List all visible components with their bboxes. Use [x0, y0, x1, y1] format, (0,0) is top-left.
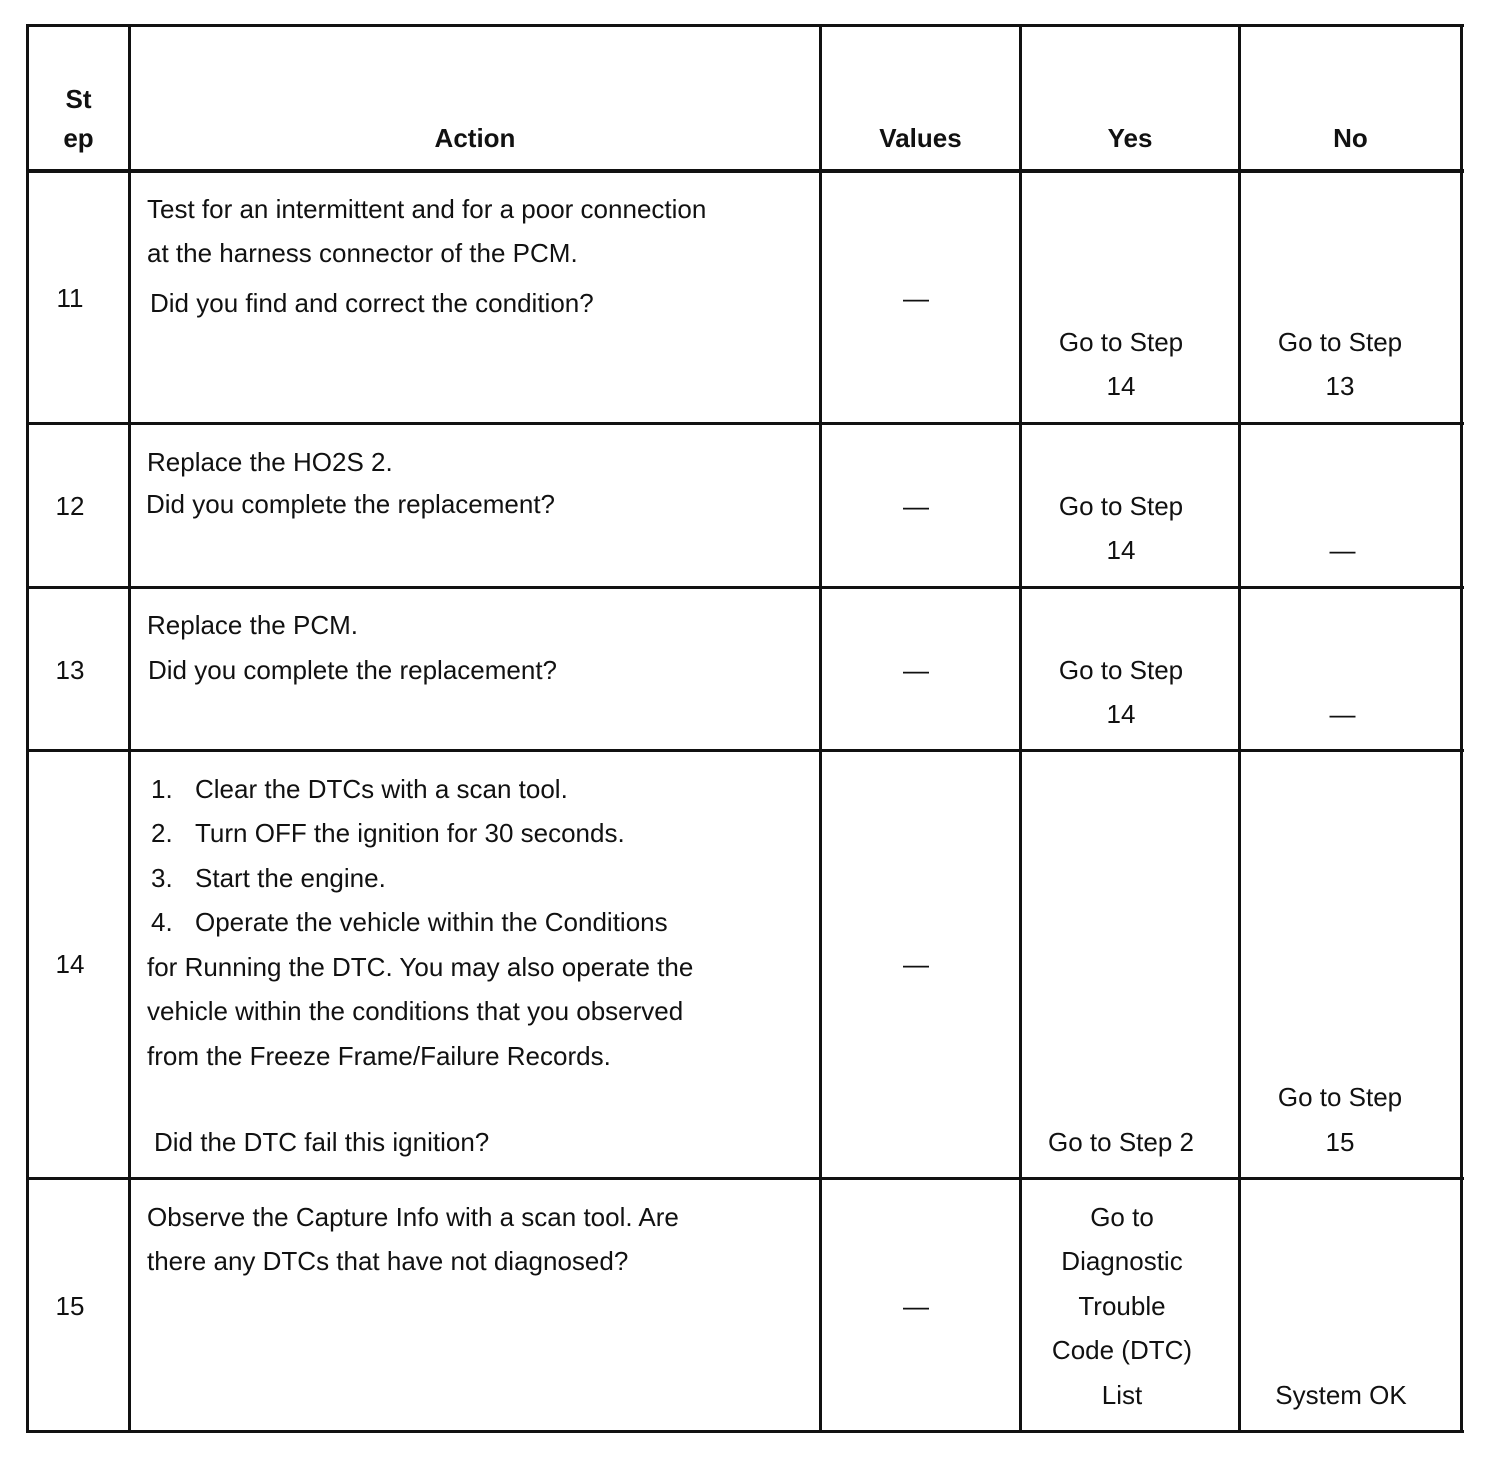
- action-text: there any DTCs that have not diagnosed?: [147, 1246, 629, 1276]
- action-question: Did you complete the replacement?: [146, 489, 556, 519]
- yes-result: Go to: [1090, 1202, 1154, 1232]
- action-text: from the Freeze Frame/Failure Records.: [147, 1041, 611, 1071]
- step-number: 13: [55, 655, 85, 685]
- table-border-left: [26, 24, 29, 1433]
- action-text: Observe the Capture Info with a scan tool. Are: [147, 1202, 679, 1232]
- yes-result: 14: [1106, 699, 1136, 729]
- yes-result: Go to Step: [1058, 327, 1184, 357]
- yes-result: Go to Step: [1058, 655, 1184, 685]
- list-item: Clear the DTCs with a scan tool.: [195, 774, 568, 804]
- row-divider: [26, 422, 1464, 425]
- column-divider: [819, 24, 822, 1433]
- row-divider: [26, 586, 1464, 589]
- action-text: for Running the DTC. You may also operate the: [147, 952, 694, 982]
- action-question: Did you complete the replacement?: [148, 655, 558, 685]
- step-number: 11: [56, 283, 84, 313]
- row-divider: [26, 1177, 1464, 1180]
- list-item: Turn OFF the ignition for 30 seconds.: [195, 818, 625, 848]
- action-text: at the harness connector of the PCM.: [147, 238, 578, 268]
- action-question: Did you find and correct the condition?: [150, 288, 594, 318]
- step-number: 14: [55, 949, 85, 979]
- list-number: 2.: [151, 818, 173, 848]
- table-border-right: [1460, 24, 1463, 1433]
- yes-result: 14: [1106, 371, 1136, 401]
- list-number: 3.: [151, 863, 173, 893]
- yes-result: Trouble: [1078, 1291, 1166, 1321]
- no-result: 13: [1325, 371, 1355, 401]
- row-divider: [26, 749, 1464, 752]
- values-dash: —: [903, 655, 929, 685]
- list-number: 4.: [151, 907, 173, 937]
- values-dash: —: [903, 1291, 929, 1321]
- header-step-line1: St: [65, 84, 92, 114]
- step-number: 12: [55, 491, 85, 521]
- yes-result: Go to Step 2: [1048, 1127, 1194, 1157]
- action-question: Did the DTC fail this ignition?: [154, 1127, 490, 1157]
- header-step-line2: ep: [63, 123, 94, 153]
- header-divider: [26, 169, 1464, 173]
- list-item: Start the engine.: [195, 863, 386, 893]
- no-result: 15: [1325, 1127, 1355, 1157]
- action-text: Replace the HO2S 2.: [147, 447, 393, 477]
- header-action: Action: [434, 123, 516, 153]
- list-item: Operate the vehicle within the Conditions: [195, 907, 668, 937]
- values-dash: —: [903, 491, 929, 521]
- table-border-bottom: [26, 1430, 1464, 1433]
- no-result: Go to Step: [1277, 1082, 1403, 1112]
- action-text: vehicle within the conditions that you observed: [147, 996, 684, 1026]
- header-no: No: [1333, 123, 1368, 153]
- list-number: 1.: [151, 774, 173, 804]
- values-dash: —: [903, 283, 929, 313]
- action-text: Replace the PCM.: [147, 610, 358, 640]
- action-text: Test for an intermittent and for a poor connection: [147, 194, 707, 224]
- values-dash: —: [903, 949, 929, 979]
- yes-result: 14: [1106, 535, 1136, 565]
- header-yes: Yes: [1107, 123, 1153, 153]
- table-border-top: [26, 24, 1464, 27]
- no-result: —: [1329, 535, 1356, 565]
- yes-result: Code (DTC): [1051, 1335, 1193, 1365]
- no-result: System OK: [1275, 1380, 1407, 1410]
- no-result: —: [1329, 699, 1356, 729]
- step-number: 15: [55, 1291, 85, 1321]
- header-values: Values: [879, 123, 962, 153]
- no-result: Go to Step: [1277, 327, 1403, 357]
- yes-result: List: [1101, 1380, 1143, 1410]
- yes-result: Diagnostic: [1061, 1246, 1183, 1276]
- column-divider: [128, 24, 131, 1433]
- yes-result: Go to Step: [1058, 491, 1184, 521]
